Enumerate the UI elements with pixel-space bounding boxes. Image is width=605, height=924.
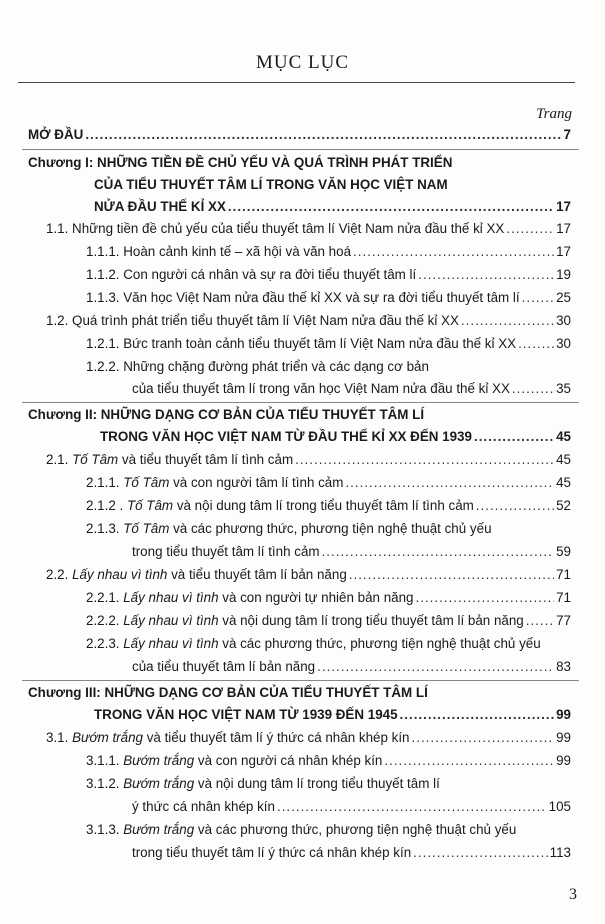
toc-entry-number: 2.2.: [46, 567, 73, 582]
toc-entry-text: và con người tự nhiên bản năng: [218, 590, 414, 605]
toc-page-number: 30: [556, 313, 571, 328]
toc-entry-label: 1.1.2. Con người cá nhân và sự ra đời tiểu thuyết tâm lí: [86, 267, 417, 282]
leader-dots: [85, 126, 561, 143]
leader-dots: [277, 798, 547, 815]
leader-dots: [506, 220, 554, 237]
chapter-2-title-line1[interactable]: Chương II: NHỮNG DẠNG CƠ BẢN CỦA TIỂU THUYẾT TÂM LÍ: [28, 407, 425, 422]
toc-page-number: 52: [556, 498, 571, 513]
toc-entry-2-2[interactable]: [46, 566, 571, 583]
toc-entry-number: 3.1.2.: [86, 776, 124, 791]
toc-page-number: 99: [556, 730, 571, 745]
toc-page-number: 45: [556, 475, 571, 490]
toc-entry-1-1[interactable]: [46, 220, 571, 237]
work-title: Bướm trắng: [123, 776, 195, 791]
toc-entry-label: [46, 566, 347, 583]
toc-page-number: 105: [548, 799, 571, 814]
toc-entry-label: trong tiểu thuyết tâm lí tình cảm: [132, 544, 320, 559]
toc-entry-3-1-2[interactable]: [132, 798, 571, 815]
page-column-label: Trang: [536, 106, 572, 122]
toc-entry-1-2-2[interactable]: [132, 380, 571, 397]
toc-page-number: 71: [556, 567, 571, 582]
leader-dots: [317, 658, 554, 675]
toc-entry-text: và các phương thức, phương tiện nghệ thuật chủ yếu: [169, 521, 492, 536]
work-title: Tố Tâm: [72, 452, 119, 467]
toc-entry-label: của tiểu thuyết tâm lí trong văn học Việt Nam nửa đầu thế kỉ XX: [132, 381, 510, 396]
toc-page-number: 45: [556, 452, 571, 467]
work-title: Lấy nhau vì tình: [123, 636, 219, 651]
toc-entry-3-1-3[interactable]: [132, 844, 571, 861]
toc-entry-number: 2.1.2 .: [86, 498, 127, 513]
work-title: Bướm trắng: [123, 753, 195, 768]
work-title: Bướm trắng: [72, 730, 143, 745]
work-title: Tố Tâm: [126, 498, 174, 513]
work-title: Lấy nhau vì tình: [123, 613, 219, 628]
leader-dots: [474, 428, 554, 445]
toc-entry-label: [86, 612, 524, 629]
leader-dots: [353, 243, 554, 260]
toc-page-number: 35: [556, 381, 571, 396]
chapter-3-title-line1[interactable]: Chương III: NHỮNG DẠNG CƠ BẢN CỦA TIỂU THUYẾT TÂM LÍ: [28, 685, 428, 700]
toc-entry-number: 2.2.2.: [86, 613, 124, 628]
toc-entry-label: [86, 752, 382, 769]
toc-entry-number: 3.1.3.: [86, 822, 124, 837]
toc-entry-number: 2.2.3.: [86, 636, 124, 651]
leader-dots: [418, 266, 554, 283]
toc-page-number: 99: [556, 707, 571, 722]
leader-dots: [412, 729, 555, 746]
toc-page-number: 25: [556, 290, 571, 305]
toc-entry-text: và tiểu thuyết tâm lí tình cảm: [118, 452, 294, 467]
toc-entry-3-1-2-line1[interactable]: [86, 775, 440, 792]
toc-page-number: 7: [563, 127, 571, 142]
work-title: Lấy nhau vì tình: [72, 567, 168, 582]
toc-entry-label: MỞ ĐẦU: [28, 127, 84, 142]
toc-page-number: 59: [556, 544, 571, 559]
toc-page-number: 77: [556, 613, 571, 628]
toc-page-number: 71: [556, 590, 571, 605]
toc-page-number: 45: [556, 429, 571, 444]
leader-dots: [295, 451, 554, 468]
toc-entry-number: 2.1.: [46, 452, 73, 467]
leader-dots: [413, 844, 547, 861]
toc-entry-2-2-3[interactable]: [132, 658, 571, 675]
toc-entry-2-1-3-line1[interactable]: [86, 520, 492, 537]
toc-entry-label: của tiểu thuyết tâm lí bản năng: [132, 659, 316, 674]
toc-entry-1-2-2-line1[interactable]: 1.2.2. Những chặng đường phát triển và các dạng cơ bản: [86, 359, 429, 374]
toc-entry-label: trong tiểu thuyết tâm lí ý thức cá nhân khép kín: [132, 845, 412, 860]
leader-dots: [461, 312, 554, 329]
toc-entry-text: và con người cá nhân khép kín: [194, 753, 383, 768]
toc-entry-chapter-2[interactable]: [100, 428, 571, 445]
toc-page-number: 17: [556, 244, 571, 259]
work-title: Lấy nhau vì tình: [123, 590, 219, 605]
leader-dots: [416, 589, 555, 606]
toc-entry-text: và các phương thức, phương tiện nghệ thuật chủ yếu: [194, 822, 517, 837]
toc-entry-1-2[interactable]: [46, 312, 571, 329]
leader-dots: [476, 497, 554, 514]
toc-entry-number: 2.2.1.: [86, 590, 124, 605]
toc-entry-label: 1.1.3. Văn học Việt Nam nửa đầu thế kỉ XX và sự ra đời tiểu thuyết tâm lí: [86, 290, 520, 305]
toc-entry-chapter-3[interactable]: [94, 706, 571, 723]
toc-entry-3-1[interactable]: [46, 729, 571, 746]
toc-entry-chapter-1[interactable]: [94, 198, 571, 215]
chapter-1-title-line3: NỬA ĐẦU THẾ KỈ XX: [94, 199, 226, 214]
page-number: 3: [569, 886, 577, 903]
toc-entry-1-1-2[interactable]: [86, 266, 571, 283]
leader-dots: [512, 380, 554, 397]
toc-entry-2-2-1[interactable]: [86, 589, 571, 606]
leader-dots: [322, 543, 555, 560]
page-title: MỤC LỤC: [255, 52, 350, 73]
toc-entry-label: 1.2.1. Bức tranh toàn cảnh tiểu thuyết tâm lí Việt Nam nửa đầu thế kỉ XX: [86, 336, 517, 351]
toc-page-number: 99: [556, 753, 571, 768]
toc-page-number: 83: [556, 659, 571, 674]
toc-page-number: 17: [556, 221, 571, 236]
toc-entry-label: 1.2. Quá trình phát triển tiểu thuyết tâm lí Việt Nam nửa đầu thế kỉ XX: [46, 313, 459, 328]
toc-entry-label: [86, 589, 414, 606]
toc-entry-intro[interactable]: [28, 126, 571, 143]
toc-entry-number: 2.1.1.: [86, 475, 124, 490]
leader-dots: [384, 752, 554, 769]
toc-entry-number: 3.1.1.: [86, 753, 124, 768]
toc-entry-2-2-3-line1[interactable]: [86, 635, 541, 652]
toc-entry-text: và nội dung tâm lí trong tiểu thuyết tâm lí: [194, 776, 440, 791]
section-divider: [22, 680, 579, 681]
toc-entry-number: 3.1.: [46, 730, 73, 745]
toc-entry-3-1-3-line1[interactable]: [86, 821, 516, 838]
toc-entry-label: [46, 729, 410, 746]
chapter-1-title-line2[interactable]: CỦA TIỂU THUYẾT TÂM LÍ TRONG VĂN HỌC VIỆT NAM: [94, 177, 448, 192]
toc-entry-text: và tiểu thuyết tâm lí bản năng: [167, 567, 347, 582]
work-title: Tố Tâm: [123, 475, 170, 490]
leader-dots: [518, 335, 554, 352]
toc-entry-label: [46, 451, 293, 468]
toc-entry-label: 1.1.1. Hoàn cảnh kinh tế – xã hội và văn hoá: [86, 244, 352, 259]
toc-entry-text: và các phương thức, phương tiện nghệ thuật chủ yếu: [218, 636, 541, 651]
toc-entry-2-1[interactable]: [46, 451, 571, 468]
toc-entry-1-1-1[interactable]: [86, 243, 571, 260]
leader-dots: [526, 612, 554, 629]
toc-entry-number: 2.1.3.: [86, 521, 124, 536]
toc-page-number: 113: [549, 845, 571, 860]
toc-entry-2-1-2[interactable]: [86, 497, 571, 514]
work-title: Tố Tâm: [123, 521, 170, 536]
toc-entry-text: và nội dung tâm lí trong tiểu thuyết tâm lí tình cảm: [173, 498, 474, 513]
toc-entry-3-1-1[interactable]: [86, 752, 571, 769]
toc-entry-label: [86, 474, 343, 491]
toc-entry-1-2-1[interactable]: [86, 335, 571, 352]
toc-entry-1-1-3[interactable]: [86, 289, 571, 306]
section-divider: [22, 402, 579, 403]
toc-entry-2-1-1[interactable]: [86, 474, 571, 491]
toc-entry-text: và nội dung tâm lí trong tiểu thuyết tâm lí bản năng: [218, 613, 524, 628]
leader-dots: [400, 706, 555, 723]
leader-dots: [349, 566, 554, 583]
leader-dots: [228, 198, 554, 215]
toc-entry-2-2-2[interactable]: [86, 612, 571, 629]
toc-page-number: 19: [556, 267, 571, 282]
toc-entry-label: 1.1. Những tiền đề chủ yếu của tiểu thuyết tâm lí Việt Nam nửa đầu thế kỉ XX: [46, 221, 505, 236]
toc-entry-label: ý thức cá nhân khép kín: [132, 799, 275, 814]
toc-page-number: 30: [556, 336, 571, 351]
toc-entry-text: và tiểu thuyết tâm lí ý thức cá nhân khép kín: [142, 730, 410, 745]
toc-entry-label: [86, 497, 474, 514]
leader-dots: [345, 474, 554, 491]
chapter-1-title-line1[interactable]: Chương I: NHỮNG TIỀN ĐỀ CHỦ YẾU VÀ QUÁ TRÌNH PHÁT TRIỂN: [28, 155, 453, 170]
leader-dots: [522, 289, 554, 306]
toc-entry-text: và con người tâm lí tình cảm: [169, 475, 344, 490]
toc-entry-2-1-3[interactable]: [132, 543, 571, 560]
work-title: Bướm trắng: [123, 822, 195, 837]
chapter-3-title-line2: TRONG VĂN HỌC VIỆT NAM TỪ 1939 ĐẾN 1945: [94, 707, 398, 722]
chapter-2-title-line2: TRONG VĂN HỌC VIỆT NAM TỪ ĐẦU THẾ KỈ XX ĐẾN 1939: [100, 429, 472, 444]
toc-page-number: 17: [556, 199, 571, 214]
section-divider: [22, 149, 579, 150]
